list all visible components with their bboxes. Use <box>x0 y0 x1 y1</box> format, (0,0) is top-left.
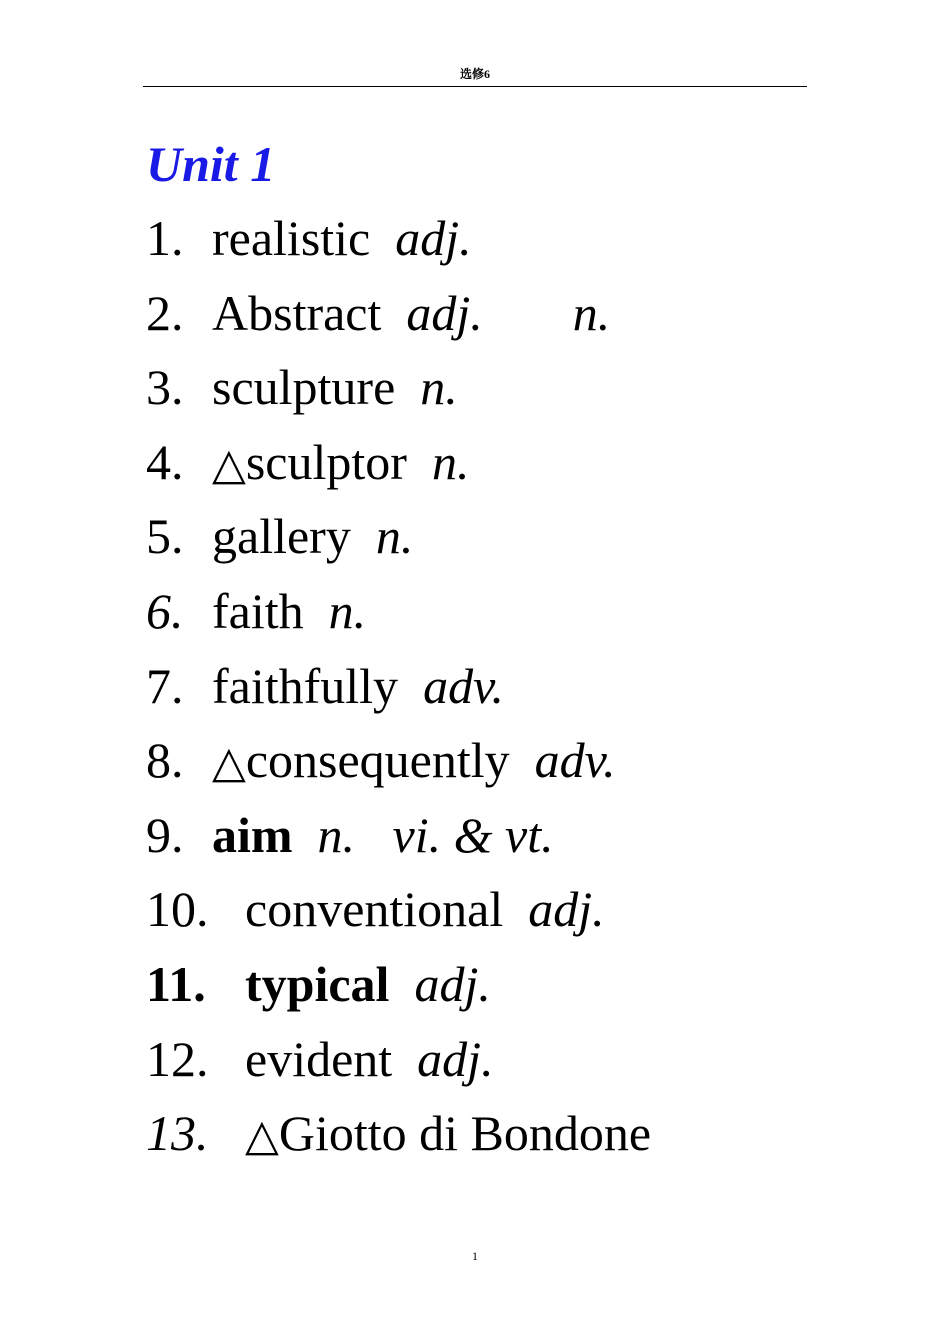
vocab-item <box>146 954 651 1029</box>
part-of-speech: adj. <box>406 284 483 341</box>
part-of-speech: adj. <box>395 210 472 266</box>
part-of-speech-secondary: vi. & vt. <box>392 806 554 863</box>
triangle-icon: △ <box>212 438 246 490</box>
vocab-item <box>146 357 651 432</box>
vocab-word: typical <box>245 955 390 1012</box>
item-number: 2. <box>146 284 184 341</box>
part-of-speech: adv. <box>423 657 505 714</box>
vocab-word: Giotto di Bondone <box>278 1105 652 1162</box>
unit-title: Unit 1 <box>146 136 276 192</box>
item-number: 13. <box>146 1105 209 1162</box>
part-of-speech: n. <box>431 433 470 490</box>
item-number: 3. <box>146 359 184 416</box>
vocab-item <box>146 581 651 656</box>
vocab-item <box>146 879 651 954</box>
vocabulary-list <box>146 208 651 1178</box>
part-of-speech: n. <box>375 508 414 565</box>
vocab-word: faithfully <box>212 657 399 714</box>
part-of-speech: adj. <box>528 881 605 938</box>
vocab-word: consequently <box>245 732 510 789</box>
item-number: 9. <box>146 806 184 863</box>
item-number: 6. <box>146 582 184 639</box>
vocab-word: conventional <box>245 881 504 938</box>
vocab-item <box>146 283 651 358</box>
vocab-word: sculptor <box>245 433 407 490</box>
part-of-speech: adj. <box>414 955 491 1012</box>
vocab-item <box>146 730 651 805</box>
triangle-icon: △ <box>212 737 246 789</box>
vocab-word: evident <box>245 1030 393 1087</box>
vocab-item <box>146 506 651 581</box>
vocab-item <box>146 208 651 283</box>
part-of-speech: adv. <box>534 732 616 789</box>
vocab-item <box>146 1103 651 1178</box>
vocab-item <box>146 656 651 731</box>
page-header: 选修6 <box>459 67 490 81</box>
item-number: 11. <box>146 955 206 1012</box>
vocab-word: aim <box>212 806 293 863</box>
vocab-item <box>146 432 651 507</box>
part-of-speech: adj. <box>417 1030 494 1087</box>
item-number: 10. <box>146 881 209 938</box>
item-number: 12. <box>146 1030 209 1087</box>
vocab-word: Abstract <box>212 284 382 341</box>
item-number: 1. <box>146 210 184 266</box>
vocab-word: sculpture <box>212 359 396 416</box>
part-of-speech: n. <box>328 582 367 639</box>
part-of-speech-secondary: n. <box>572 284 611 341</box>
item-number: 7. <box>146 657 184 714</box>
item-number: 4. <box>146 433 184 490</box>
vocab-word: gallery <box>212 508 351 565</box>
vocab-item <box>146 1029 651 1104</box>
header-divider <box>143 86 807 87</box>
item-number: 8. <box>146 732 184 789</box>
part-of-speech: n. <box>420 359 458 416</box>
page-number: 1 <box>472 1249 478 1263</box>
triangle-icon: △ <box>245 1110 279 1162</box>
item-number: 5. <box>146 508 184 565</box>
vocab-item <box>146 805 651 880</box>
vocab-word: realistic <box>212 210 371 266</box>
part-of-speech: n. <box>317 806 356 863</box>
vocab-word: faith <box>212 582 304 639</box>
